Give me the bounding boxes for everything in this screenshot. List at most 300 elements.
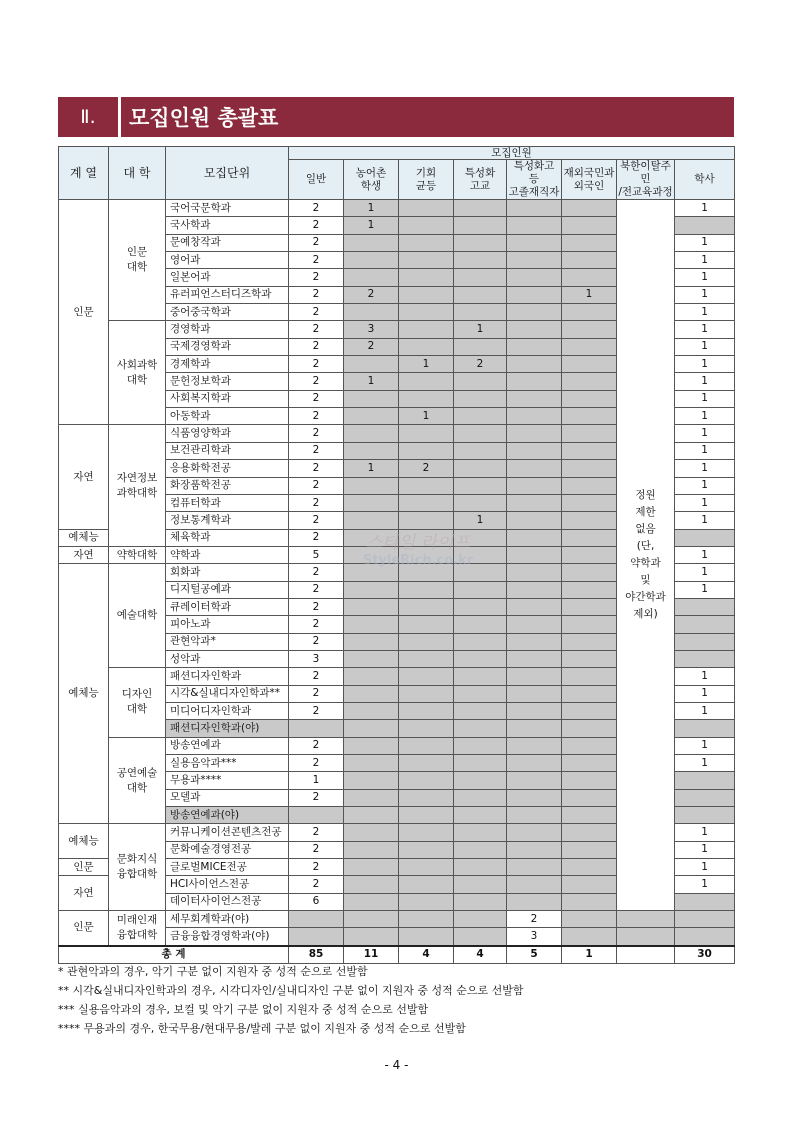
value-cell: 2	[289, 338, 344, 355]
value-cell	[562, 338, 617, 355]
bachelor-cell: 1	[675, 755, 735, 772]
col-unit: 모집단위	[166, 147, 289, 200]
value-cell	[454, 408, 507, 425]
value-cell	[344, 720, 399, 737]
bachelor-cell: 1	[675, 477, 735, 494]
bachelor-cell	[675, 217, 735, 234]
bachelor-cell: 1	[675, 304, 735, 321]
value-cell	[454, 598, 507, 615]
col-farm: 농어촌 학생	[344, 160, 399, 200]
value-cell	[562, 390, 617, 407]
value-cell: 2	[289, 408, 344, 425]
unit-cell: 식품영양학과	[166, 425, 289, 442]
bachelor-cell: 1	[675, 512, 735, 529]
value-cell: 2	[289, 460, 344, 477]
value-cell: 2	[289, 477, 344, 494]
bachelor-cell: 1	[675, 841, 735, 858]
value-cell	[344, 581, 399, 598]
value-cell	[454, 529, 507, 546]
value-cell	[507, 824, 562, 841]
value-cell	[399, 616, 454, 633]
footnote: *** 실용음악과의 경우, 보컬 및 악기 구분 없이 지원자 중 성적 순으로 선발함	[58, 1003, 429, 1016]
bachelor-cell	[675, 650, 735, 667]
value-cell	[344, 477, 399, 494]
value-cell: 1	[344, 373, 399, 390]
value-cell	[507, 633, 562, 650]
value-cell	[454, 807, 507, 824]
value-cell	[399, 841, 454, 858]
value-cell: 3	[344, 321, 399, 338]
bachelor-cell: 1	[675, 425, 735, 442]
value-cell	[507, 564, 562, 581]
value-cell	[344, 269, 399, 286]
value-cell	[454, 911, 507, 928]
value-cell	[289, 720, 344, 737]
unit-cell: 글로벌MICE전공	[166, 859, 289, 876]
value-cell	[507, 772, 562, 789]
bachelor-cell	[675, 598, 735, 615]
value-cell	[562, 859, 617, 876]
value-cell	[507, 356, 562, 373]
unit-cell: 약학과	[166, 546, 289, 563]
unit-cell: 중어중국학과	[166, 304, 289, 321]
value-cell	[454, 460, 507, 477]
total-value	[617, 946, 675, 964]
value-cell: 2	[289, 442, 344, 459]
value-cell	[344, 668, 399, 685]
value-cell	[507, 408, 562, 425]
unit-cell: 사회복지학과	[166, 390, 289, 407]
unit-cell: 국사학과	[166, 217, 289, 234]
unit-cell: 세무회계학과(야)	[166, 911, 289, 928]
value-cell	[454, 581, 507, 598]
bachelor-cell: 1	[675, 442, 735, 459]
value-cell	[562, 217, 617, 234]
value-cell	[344, 512, 399, 529]
unit-cell: 방송연예과(야)	[166, 807, 289, 824]
value-cell	[507, 668, 562, 685]
value-cell: 2	[289, 200, 344, 217]
value-cell: 2	[289, 373, 344, 390]
value-cell	[562, 807, 617, 824]
watermark-line1: 스타일 라이프	[366, 533, 470, 553]
value-cell	[562, 564, 617, 581]
college-cell: 미래인재 융합대학	[109, 911, 166, 946]
value-cell	[344, 650, 399, 667]
unit-cell: 모델과	[166, 789, 289, 806]
footnote: **** 무용과의 경우, 한국무용/현대무용/발레 구분 없이 지원자 중 성적 순으로 선발함	[58, 1022, 466, 1035]
unit-cell: 성악과	[166, 650, 289, 667]
value-cell	[507, 425, 562, 442]
bachelor-cell: 1	[675, 494, 735, 511]
value-cell	[507, 789, 562, 806]
value-cell	[507, 685, 562, 702]
total-value: 1	[562, 946, 617, 964]
value-cell: 2	[289, 702, 344, 719]
value-cell	[562, 373, 617, 390]
value-cell	[507, 737, 562, 754]
value-cell	[454, 789, 507, 806]
col-recruit: 모집인원	[289, 147, 735, 160]
value-cell	[562, 356, 617, 373]
unit-cell: 경영학과	[166, 321, 289, 338]
unit-cell: 컴퓨터학과	[166, 494, 289, 511]
value-cell: 3	[507, 928, 562, 946]
total-value: 11	[344, 946, 399, 964]
value-cell: 1	[454, 512, 507, 529]
value-cell	[399, 564, 454, 581]
total-label: 총 계	[59, 946, 289, 964]
value-cell	[507, 581, 562, 598]
value-cell	[507, 616, 562, 633]
value-cell	[454, 217, 507, 234]
value-cell	[562, 668, 617, 685]
value-cell: 2	[289, 269, 344, 286]
value-cell	[507, 876, 562, 893]
value-cell	[454, 234, 507, 251]
value-cell	[562, 477, 617, 494]
value-cell	[454, 824, 507, 841]
college-cell: 예술대학	[109, 564, 166, 668]
value-cell: 2	[289, 824, 344, 841]
value-cell	[344, 494, 399, 511]
footnote: * 관현악과의 경우, 악기 구분 없이 지원자 중 성적 순으로 선발함	[58, 965, 368, 978]
unit-cell: 체육학과	[166, 529, 289, 546]
value-cell	[344, 772, 399, 789]
unit-cell: HCI사이언스전공	[166, 876, 289, 893]
value-cell	[344, 425, 399, 442]
value-cell: 2	[289, 685, 344, 702]
value-cell	[562, 737, 617, 754]
unit-cell: 유러피언스터디즈학과	[166, 286, 289, 303]
value-cell	[399, 772, 454, 789]
series-cell: 인문	[59, 200, 109, 425]
value-cell	[562, 252, 617, 269]
bachelor-cell	[675, 720, 735, 737]
value-cell	[562, 755, 617, 772]
table-row	[59, 200, 735, 217]
value-cell	[344, 234, 399, 251]
value-cell	[507, 529, 562, 546]
value-cell	[399, 824, 454, 841]
value-cell	[399, 911, 454, 928]
value-cell	[344, 529, 399, 546]
value-cell: 2	[289, 841, 344, 858]
value-cell	[454, 390, 507, 407]
value-cell	[507, 269, 562, 286]
value-cell	[454, 702, 507, 719]
value-cell	[454, 304, 507, 321]
value-cell	[562, 529, 617, 546]
value-cell	[344, 304, 399, 321]
value-cell	[399, 321, 454, 338]
series-cell: 자연	[59, 425, 109, 529]
value-cell	[399, 737, 454, 754]
unit-cell: 무용과****	[166, 772, 289, 789]
value-cell	[507, 390, 562, 407]
value-cell	[399, 217, 454, 234]
value-cell	[399, 494, 454, 511]
bachelor-cell: 1	[675, 824, 735, 841]
value-cell	[399, 633, 454, 650]
value-cell	[507, 512, 562, 529]
value-cell	[344, 633, 399, 650]
value-cell	[344, 408, 399, 425]
value-cell	[454, 200, 507, 217]
value-cell	[507, 252, 562, 269]
value-cell	[344, 893, 399, 910]
unit-cell: 보건관리학과	[166, 442, 289, 459]
bachelor-cell: 1	[675, 373, 735, 390]
value-cell: 2	[289, 789, 344, 806]
value-cell: 2	[344, 338, 399, 355]
value-cell	[399, 286, 454, 303]
value-cell	[562, 546, 617, 563]
bachelor-cell: 1	[675, 876, 735, 893]
value-cell	[399, 685, 454, 702]
unit-cell: 디지털공예과	[166, 581, 289, 598]
series-cell: 인문	[59, 859, 109, 876]
bachelor-cell: 1	[675, 546, 735, 563]
unit-cell: 피아노과	[166, 616, 289, 633]
bachelor-cell	[675, 807, 735, 824]
value-cell	[562, 512, 617, 529]
value-cell	[507, 460, 562, 477]
unit-cell: 금융융합경영학과(야)	[166, 928, 289, 946]
value-cell	[562, 425, 617, 442]
value-cell	[562, 893, 617, 910]
value-cell: 2	[289, 755, 344, 772]
unit-cell: 문예창작과	[166, 234, 289, 251]
value-cell	[562, 269, 617, 286]
section-number: Ⅱ.	[80, 106, 96, 128]
col-special-work: 특성화고 등 고졸재직자	[507, 160, 562, 200]
table-row	[59, 911, 735, 928]
bachelor-cell: 1	[675, 356, 735, 373]
unit-cell: 패션디자인학과	[166, 668, 289, 685]
value-cell: 2	[289, 564, 344, 581]
page-number: - 4 -	[384, 1058, 409, 1072]
value-cell	[507, 859, 562, 876]
value-cell	[344, 598, 399, 615]
value-cell	[399, 581, 454, 598]
value-cell: 2	[289, 876, 344, 893]
value-cell	[344, 356, 399, 373]
value-cell	[562, 772, 617, 789]
value-cell	[562, 598, 617, 615]
value-cell	[562, 841, 617, 858]
unit-cell: 문헌정보학과	[166, 373, 289, 390]
value-cell	[562, 616, 617, 633]
value-cell	[507, 841, 562, 858]
unit-cell: 응용화학전공	[166, 460, 289, 477]
value-cell	[344, 911, 399, 928]
total-value: 5	[507, 946, 562, 964]
value-cell	[344, 876, 399, 893]
series-cell: 예체능	[59, 824, 109, 859]
col-equal: 기회 균등	[399, 160, 454, 200]
value-cell: 3	[289, 650, 344, 667]
bachelor-cell: 1	[675, 286, 735, 303]
value-cell	[454, 841, 507, 858]
unit-cell: 실용음악과***	[166, 755, 289, 772]
value-cell	[454, 876, 507, 893]
value-cell	[454, 859, 507, 876]
value-cell	[344, 702, 399, 719]
col-nk: 북한이탈주민 /전교육과정	[618, 160, 673, 198]
value-cell	[399, 702, 454, 719]
bachelor-cell: 1	[675, 408, 735, 425]
value-cell	[399, 234, 454, 251]
bachelor-cell: 1	[675, 685, 735, 702]
bachelor-cell: 1	[675, 252, 735, 269]
unit-cell: 미디어디자인학과	[166, 702, 289, 719]
value-cell	[507, 546, 562, 563]
value-cell	[399, 442, 454, 459]
nk-note-cell: 정원 제한 없음 (단, 약학과 및 야간학과 제외)	[617, 200, 675, 911]
value-cell: 1	[344, 200, 399, 217]
value-cell	[507, 234, 562, 251]
value-cell	[562, 408, 617, 425]
total-value: 85	[289, 946, 344, 964]
value-cell	[344, 824, 399, 841]
value-cell: 1	[399, 408, 454, 425]
value-cell	[454, 685, 507, 702]
value-cell: 2	[289, 494, 344, 511]
value-cell	[344, 859, 399, 876]
value-cell: 2	[289, 286, 344, 303]
bachelor-cell: 1	[675, 460, 735, 477]
value-cell	[454, 477, 507, 494]
value-cell	[454, 373, 507, 390]
bachelor-cell: 1	[675, 338, 735, 355]
bachelor-cell	[675, 529, 735, 546]
value-cell	[562, 720, 617, 737]
value-cell	[562, 876, 617, 893]
value-cell	[399, 928, 454, 946]
value-cell: 2	[289, 321, 344, 338]
value-cell: 2	[289, 598, 344, 615]
value-cell	[344, 442, 399, 459]
value-cell	[454, 616, 507, 633]
value-cell: 2	[289, 252, 344, 269]
value-cell: 1	[562, 286, 617, 303]
series-cell: 예체능	[59, 529, 109, 546]
value-cell	[454, 668, 507, 685]
value-cell	[344, 616, 399, 633]
unit-cell: 문화예술경영전공	[166, 841, 289, 858]
value-cell: 2	[289, 581, 344, 598]
value-cell	[562, 494, 617, 511]
value-cell	[399, 477, 454, 494]
value-cell	[399, 893, 454, 910]
value-cell	[344, 737, 399, 754]
total-value: 30	[675, 946, 735, 964]
value-cell	[344, 807, 399, 824]
value-cell	[399, 529, 454, 546]
footnote: ** 시각&실내디자인학과의 경우, 시각디자인/실내디자인 구분 없이 지원자 중 성적 순으로 선발함	[58, 984, 524, 997]
unit-cell: 큐레이터학과	[166, 598, 289, 615]
college-cell: 자연정보 과학대학	[109, 425, 166, 546]
value-cell	[399, 512, 454, 529]
value-cell	[344, 685, 399, 702]
footnotes	[58, 962, 758, 1038]
value-cell: 2	[289, 633, 344, 650]
value-cell	[507, 304, 562, 321]
value-cell	[454, 252, 507, 269]
value-cell: 2	[399, 460, 454, 477]
bachelor-cell: 1	[675, 668, 735, 685]
value-cell	[289, 928, 344, 946]
college-cell: 약학대학	[109, 546, 166, 563]
value-cell	[562, 702, 617, 719]
value-cell	[399, 650, 454, 667]
unit-cell: 회화과	[166, 564, 289, 581]
value-cell: 2	[289, 390, 344, 407]
value-cell	[399, 269, 454, 286]
bachelor-cell: 1	[675, 269, 735, 286]
value-cell: 2	[289, 529, 344, 546]
value-cell	[507, 650, 562, 667]
value-cell	[562, 685, 617, 702]
series-cell: 자연	[59, 546, 109, 563]
college-cell: 인문 대학	[109, 200, 166, 321]
value-cell	[562, 321, 617, 338]
value-cell	[399, 668, 454, 685]
value-cell: 2	[289, 512, 344, 529]
value-cell	[344, 789, 399, 806]
value-cell	[454, 338, 507, 355]
value-cell	[399, 789, 454, 806]
value-cell: 2	[507, 911, 562, 928]
value-cell	[344, 252, 399, 269]
college-cell: 공연예술 대학	[109, 737, 166, 824]
value-cell	[507, 442, 562, 459]
bachelor-cell: 1	[675, 200, 735, 217]
value-cell	[562, 911, 617, 928]
unit-cell: 정보통계학과	[166, 512, 289, 529]
value-cell	[562, 633, 617, 650]
value-cell: 2	[289, 425, 344, 442]
value-cell	[562, 200, 617, 217]
bachelor-cell: 1	[675, 390, 735, 407]
value-cell: 2	[289, 234, 344, 251]
value-cell	[507, 720, 562, 737]
bachelor-cell	[675, 893, 735, 910]
unit-cell: 데이터사이언스전공	[166, 893, 289, 910]
value-cell	[507, 702, 562, 719]
value-cell: 2	[344, 286, 399, 303]
section-header	[58, 97, 734, 137]
value-cell	[562, 824, 617, 841]
value-cell	[454, 928, 507, 946]
value-cell	[507, 286, 562, 303]
value-cell: 1	[344, 217, 399, 234]
bachelor-cell: 1	[675, 737, 735, 754]
col-special-hs: 특성화 고교	[454, 160, 507, 200]
value-cell	[562, 650, 617, 667]
value-cell	[562, 581, 617, 598]
college-cell: 디자인 대학	[109, 668, 166, 737]
value-cell	[399, 876, 454, 893]
value-cell	[454, 564, 507, 581]
unit-cell: 관현악과*	[166, 633, 289, 650]
value-cell	[507, 200, 562, 217]
value-cell	[562, 460, 617, 477]
unit-cell: 화장품학전공	[166, 477, 289, 494]
value-cell	[507, 807, 562, 824]
value-cell	[289, 807, 344, 824]
